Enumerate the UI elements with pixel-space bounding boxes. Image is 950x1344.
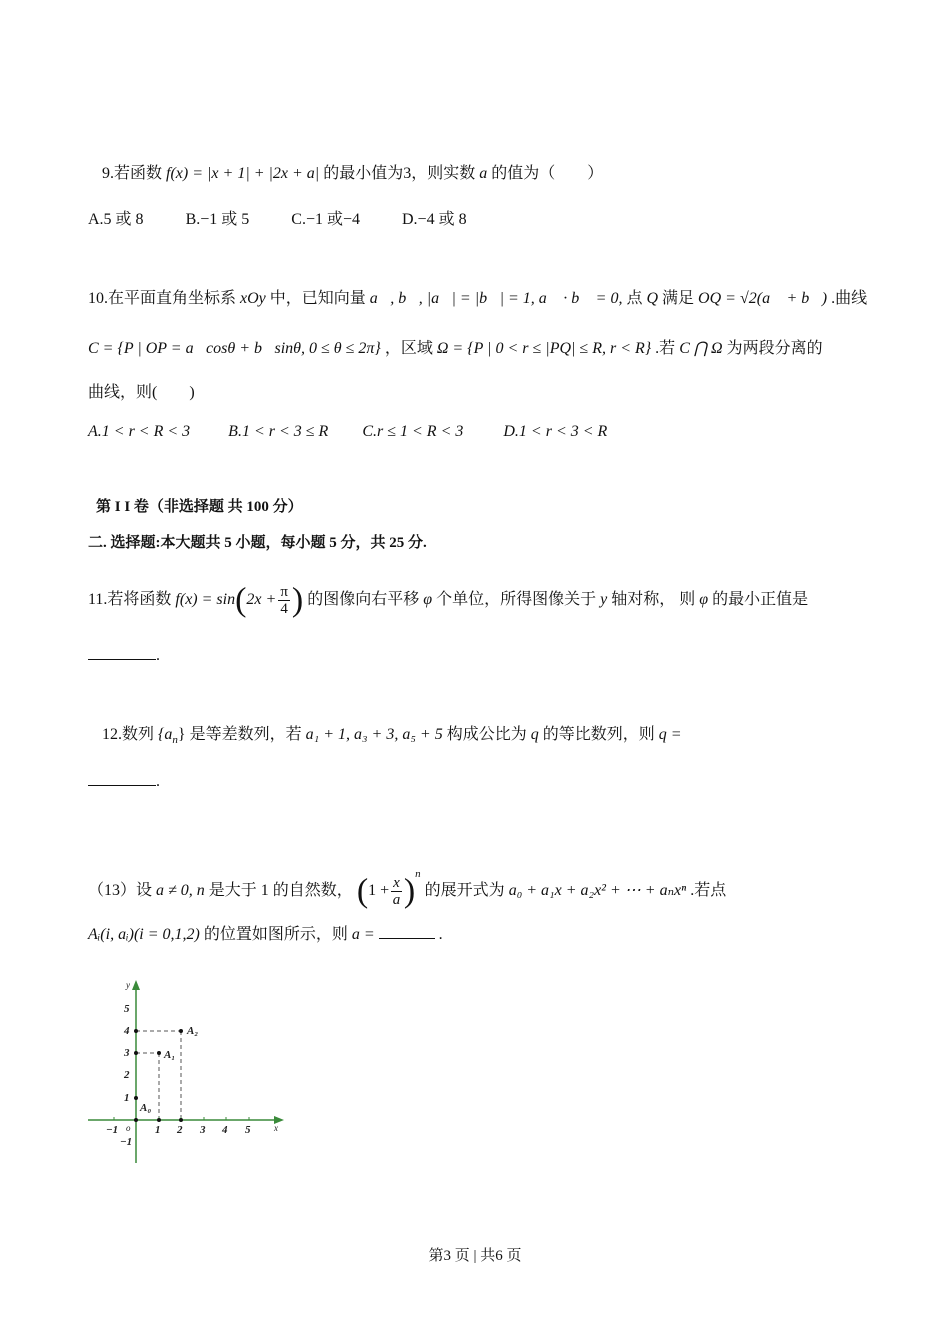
q12-q-eq: q = bbox=[658, 726, 682, 743]
answer-blank[interactable] bbox=[88, 771, 156, 786]
q9-option-d: D.−4 或 8 bbox=[402, 211, 467, 228]
q11-inner: 2x + bbox=[246, 591, 277, 608]
q13-text: 的展开式为 bbox=[424, 882, 505, 899]
q10-line1 bbox=[88, 288, 867, 310]
q13-text: 的位置如图所示，则 bbox=[203, 926, 348, 943]
q10-option-c: C.r ≤ 1 < R < 3 bbox=[362, 423, 464, 440]
q11-fraction bbox=[278, 584, 290, 617]
q11-phi: φ bbox=[699, 591, 709, 608]
label-a0: A₀ bbox=[140, 1102, 152, 1114]
paren-right: ) bbox=[403, 872, 416, 910]
q9-option-b: B.−1 或 5 bbox=[185, 211, 250, 228]
page-footer: 第3 页 | 共6 页 bbox=[428, 1248, 522, 1264]
x-dot-1 bbox=[157, 1118, 161, 1122]
q11-text: 轴对称， 则 bbox=[611, 591, 696, 608]
paren-left: ( bbox=[356, 872, 369, 910]
q11-stem bbox=[88, 583, 808, 617]
x-tick-label: 2 bbox=[177, 1124, 183, 1136]
q12-terms: a₁ + 1, a₃ + 3, a₅ + 5 bbox=[305, 726, 443, 743]
q10-option-a: A.1 < r < R < 3 bbox=[88, 423, 191, 440]
x-axis-label: x bbox=[274, 1123, 278, 1133]
paren-right: ) bbox=[291, 581, 304, 619]
q10-text: 为两段分离的 bbox=[726, 340, 823, 357]
q10-text: 10.在平面直角坐标系 bbox=[88, 290, 237, 307]
y-dot-4 bbox=[134, 1029, 138, 1033]
q10-vectors: a⃗, b⃗, |a⃗| = |b⃗| = 1, a⃗ · b⃗ = 0, bbox=[369, 290, 623, 307]
q9-options bbox=[88, 209, 467, 231]
q11-num: π bbox=[280, 583, 288, 600]
origin-dot bbox=[134, 1118, 138, 1122]
q10-text: .曲线 bbox=[831, 290, 868, 307]
q9-option-c: C.−1 或−4 bbox=[291, 211, 360, 228]
q9-prefix: 9.若函数 bbox=[102, 165, 163, 182]
x-tick-label: 1 bbox=[155, 1124, 161, 1136]
q9-var: a bbox=[479, 165, 488, 182]
q13-text: .若点 bbox=[690, 882, 727, 899]
point-a0 bbox=[134, 1096, 138, 1100]
x-tick-label: −1 bbox=[106, 1124, 119, 1136]
x-dot-2 bbox=[179, 1118, 183, 1122]
q12-stem bbox=[102, 724, 682, 751]
q10-option-d: D.1 < r < 3 < R bbox=[503, 423, 608, 440]
q10-text: ，区域 bbox=[384, 340, 433, 357]
q9-formula: f(x) = |x + 1| + |2x + a| bbox=[166, 165, 320, 182]
q10-option-b: B.1 < r < 3 ≤ R bbox=[228, 423, 329, 440]
q10-region: Ω = {P | 0 < r ≤ |PQ| ≤ R, r < R} bbox=[436, 340, 652, 357]
y-tick-label: 2 bbox=[124, 1069, 130, 1081]
q11-den: 4 bbox=[280, 600, 288, 617]
q10-oq: OQ = √2(a⃗ + b⃗) bbox=[698, 290, 828, 307]
q10-text: .若 bbox=[655, 340, 676, 357]
q13-num: x bbox=[393, 874, 400, 891]
point-a1 bbox=[157, 1051, 161, 1055]
y-axis-label: y bbox=[126, 980, 130, 990]
q10-intersection: C ⋂ Ω bbox=[679, 340, 723, 357]
y-tick-label: 3 bbox=[124, 1047, 130, 1059]
q13-den: a bbox=[392, 891, 401, 908]
y-tick-label: 4 bbox=[124, 1025, 130, 1037]
q13-a-eq: a = bbox=[351, 926, 375, 943]
q11-text: 的最小正值是 bbox=[712, 591, 809, 608]
q10-text: 中，已知向量 bbox=[269, 290, 366, 307]
section-subtitle: 二. 选择题:本大题共 5 小题，每小题 5 分，共 25 分. bbox=[88, 535, 427, 551]
q13-fraction bbox=[391, 875, 402, 908]
section-title: 第 I I 卷（非选择题 共 100 分） bbox=[96, 499, 303, 515]
q11-text: 的图像向右平移 bbox=[307, 591, 420, 608]
q10-text: 满足 bbox=[662, 290, 695, 307]
q9-option-a: A.5 或 8 bbox=[88, 211, 144, 228]
q12-text: 的等比数列，则 bbox=[542, 726, 655, 743]
q11-phi: φ bbox=[423, 591, 433, 608]
q12-text: 构成公比为 bbox=[446, 726, 527, 743]
q12-seq: {a bbox=[158, 726, 173, 743]
q10-point-q: Q bbox=[646, 290, 659, 307]
q13-exp: n bbox=[415, 868, 421, 880]
origin-label: o bbox=[126, 1123, 131, 1133]
q13-one: 1 + bbox=[368, 882, 390, 899]
q9-end: 的值为（ ） bbox=[491, 165, 604, 182]
x-tick-label: 3 bbox=[200, 1124, 206, 1136]
q12-end: . bbox=[156, 773, 160, 790]
q11-func: f(x) = sin bbox=[175, 591, 236, 608]
q10-xoy: xOy bbox=[240, 290, 266, 307]
q12-text: 12.数列 bbox=[102, 726, 155, 743]
q9-suffix: 的最小值为3，则实数 bbox=[323, 165, 476, 182]
q11-answer bbox=[88, 645, 160, 667]
y-tick-label: −1 bbox=[120, 1136, 133, 1148]
q12-q: q bbox=[530, 726, 539, 743]
label-a1: A₁ bbox=[164, 1049, 176, 1061]
q12-seq-end: } bbox=[177, 726, 186, 743]
answer-blank[interactable] bbox=[379, 924, 435, 939]
q13-points: Aᵢ(i, aᵢ)(i = 0,1,2) bbox=[88, 926, 200, 943]
x-tick-label: 4 bbox=[222, 1124, 228, 1136]
y-axis-arrow bbox=[132, 980, 140, 990]
q13-expansion: a₀ + a₁x + a₂x² + ⋯ + aₙxⁿ bbox=[508, 882, 687, 899]
q11-y: y bbox=[600, 591, 608, 608]
q10-line2 bbox=[88, 338, 823, 360]
q13-text: 是大于 1 的自然数， bbox=[208, 882, 353, 899]
q10-text: 点 bbox=[626, 290, 643, 307]
paren-left: ( bbox=[235, 581, 247, 619]
q10-options bbox=[88, 421, 607, 443]
q13-line2 bbox=[88, 924, 443, 946]
q11-end: . bbox=[156, 647, 160, 664]
q13-cond: a ≠ 0, n bbox=[156, 882, 205, 899]
q11-text: 11.若将函数 bbox=[88, 591, 172, 608]
q12-seq-sub: n bbox=[172, 734, 178, 747]
coordinate-figure bbox=[88, 978, 288, 1168]
label-a2: A₂ bbox=[187, 1025, 199, 1037]
q12-answer bbox=[88, 771, 160, 793]
answer-blank[interactable] bbox=[88, 645, 156, 660]
q13-text: （13）设 bbox=[88, 882, 153, 899]
q9-stem bbox=[102, 163, 603, 185]
y-dot-3 bbox=[134, 1051, 138, 1055]
q10-curve-c: C = {P | OP = a⃗cosθ + b⃗sinθ, 0 ≤ θ ≤ 2π} bbox=[88, 340, 381, 357]
y-tick-label: 5 bbox=[124, 1003, 130, 1015]
q11-text: 个单位，所得图像关于 bbox=[436, 591, 597, 608]
q12-text: 是等差数列，若 bbox=[189, 726, 302, 743]
point-a2 bbox=[179, 1029, 183, 1033]
y-tick-label: 1 bbox=[124, 1092, 130, 1104]
q13-stem bbox=[88, 856, 726, 909]
q13-end: . bbox=[438, 926, 443, 943]
x-tick-label: 5 bbox=[245, 1124, 251, 1136]
q10-line3: 曲线，则( ) bbox=[88, 384, 195, 401]
